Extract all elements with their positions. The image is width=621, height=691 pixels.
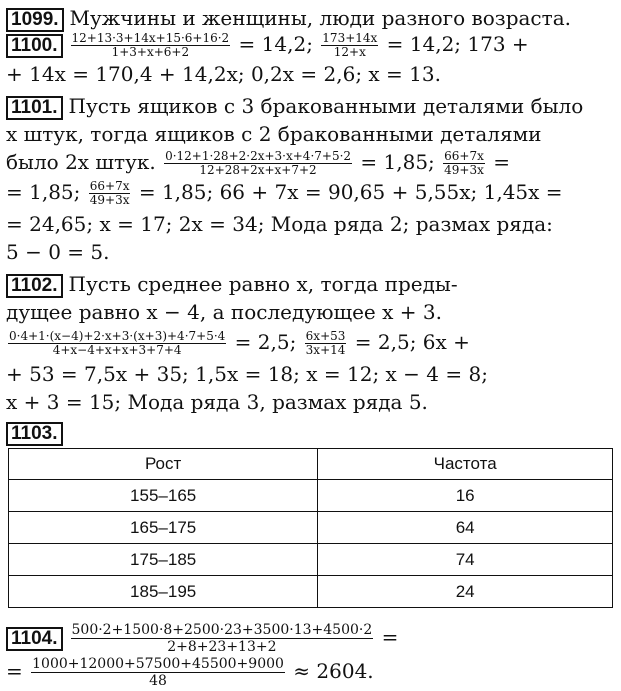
problem-number: 1104. <box>6 627 63 651</box>
equation-text: = 1,85; <box>360 150 435 174</box>
equation-line <box>6 150 615 177</box>
table-cell: 74 <box>318 544 613 576</box>
numerator: 1000+12000+57500+45500+9000 <box>32 656 284 672</box>
denominator: 3x+14 <box>305 343 346 357</box>
denominator: 12+28+2x+x+7+2 <box>199 163 317 177</box>
equation-text: = 1,85; <box>6 180 81 204</box>
equation-text: = <box>381 625 399 649</box>
equation-text: = <box>493 150 510 174</box>
denominator: 48 <box>149 673 167 689</box>
fraction <box>71 32 231 59</box>
equation-line: 5 − 0 = 5. <box>6 240 110 264</box>
fraction <box>321 32 378 59</box>
table-cell: 165–175 <box>9 512 318 544</box>
denominator: 49+3x <box>444 163 484 177</box>
problem-1103 <box>6 420 615 446</box>
table-row <box>9 544 613 576</box>
column-header: Частота <box>318 449 613 480</box>
equation-text: = 14,2; <box>238 32 313 56</box>
column-header: Рост <box>9 449 318 480</box>
problem-1102 <box>6 272 615 298</box>
fraction <box>8 330 226 357</box>
equation-text: = 2,5; <box>234 330 297 354</box>
fraction <box>71 622 374 655</box>
numerator: 6x+53 <box>305 329 346 343</box>
fraction <box>305 330 347 357</box>
equation-text: = <box>6 659 23 683</box>
equation-text: = 14,2; 173 + <box>386 32 529 56</box>
equation-text: ≈ 2604. <box>293 659 374 683</box>
table-cell: 16 <box>318 480 613 512</box>
equation-line: x + 3 = 15; Мода ряда 3, размах ряда 5. <box>6 390 428 414</box>
problem-number: 1099. <box>6 8 64 32</box>
problem-text: Пусть ящиков с 3 бракованными деталями было <box>68 94 584 118</box>
denominator: 4+x−4+x+x+3+7+4 <box>52 343 182 357</box>
equation-line: + 53 = 7,5x + 35; 1,5x = 18; x = 12; x − 4 = 8; <box>6 362 488 386</box>
fraction <box>31 656 285 689</box>
numerator: 173+14x <box>322 31 378 45</box>
numerator: 500·2+1500·8+2500·23+3500·13+4500·2 <box>71 622 373 638</box>
problem-text: было 2x штук. <box>6 150 156 174</box>
equation-line <box>6 330 615 357</box>
equation-text: = 1,85; 66 + 7x = 90,65 + 5,55x; 1,45x = <box>138 180 563 204</box>
denominator: 2+8+23+13+2 <box>167 639 277 655</box>
table-row <box>9 576 613 608</box>
equation-text: = 2,5; 6x + <box>354 330 470 354</box>
numerator: 66+7x <box>444 149 484 163</box>
frequency-table <box>8 448 613 608</box>
table-row <box>9 480 613 512</box>
numerator: 0·12+1·28+2·2x+3·x+4·7+5·2 <box>165 149 352 163</box>
problem-1104 <box>6 622 615 655</box>
table-row <box>9 512 613 544</box>
table-cell: 64 <box>318 512 613 544</box>
denominator: 12+x <box>333 45 366 59</box>
numerator: 12+13·3+14x+15·6+16·2 <box>71 31 230 45</box>
problem-text-line: дущее равно x − 4, а последующее x + 3. <box>6 300 442 324</box>
numerator: 0·4+1·(x−4)+2·x+3·(x+3)+4·7+5·4 <box>9 329 226 343</box>
denominator: 49+3x <box>89 193 130 207</box>
table-cell: 24 <box>318 576 613 608</box>
table-cell: 155–165 <box>9 480 318 512</box>
problem-1101 <box>6 94 615 120</box>
problem-text-line: x штук, тогда ящиков с 2 бракованными деталями <box>6 122 542 146</box>
problem-number: 1100. <box>6 34 63 58</box>
problem-number: 1101. <box>6 96 63 120</box>
equation-line <box>6 180 615 207</box>
equation-line: = 24,65; x = 17; 2x = 34; Мода ряда 2; размах ряда: <box>6 212 553 236</box>
problem-text: Мужчины и женщины, люди разного возраста. <box>69 6 571 30</box>
fraction <box>89 180 131 207</box>
table-cell: 175–185 <box>9 544 318 576</box>
equation-line: + 14x = 170,4 + 14,2x; 0,2x = 2,6; x = 13. <box>6 62 441 86</box>
problem-1099 <box>6 6 615 32</box>
problem-text: Пусть среднее равно x, тогда преды- <box>68 272 458 296</box>
table-header-row <box>9 449 613 480</box>
equation-line <box>6 656 615 689</box>
problem-number: 1102. <box>6 274 63 298</box>
fraction <box>443 150 485 177</box>
problem-1100 <box>6 32 615 59</box>
denominator: 1+3+x+6+2 <box>111 45 190 59</box>
problem-number: 1103. <box>6 422 63 446</box>
fraction <box>164 150 352 177</box>
table-cell: 185–195 <box>9 576 318 608</box>
numerator: 66+7x <box>89 179 130 193</box>
